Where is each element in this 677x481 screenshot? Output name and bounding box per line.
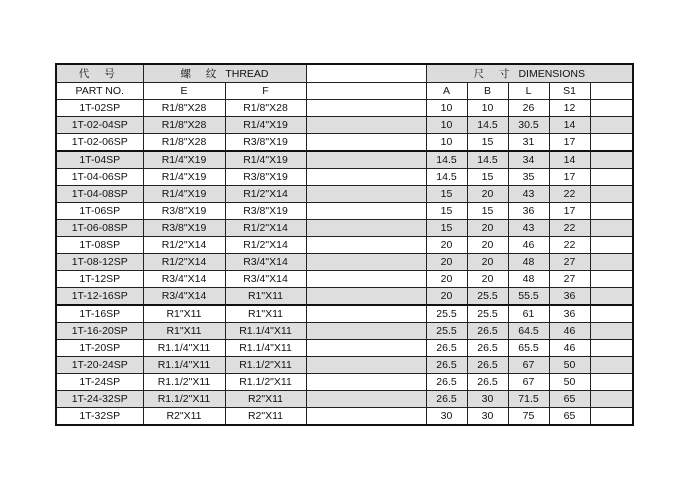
spec-table	[55, 63, 634, 426]
dim-l-cell: 64.5	[508, 323, 549, 340]
header-row-2	[56, 83, 633, 100]
blank-cell	[590, 134, 633, 152]
dim-b-cell: 26.5	[467, 374, 508, 391]
blank-cell	[590, 186, 633, 203]
dim-s1-cell: 65	[549, 391, 590, 408]
blank-cell	[590, 374, 633, 391]
dim-l-cell: 67	[508, 374, 549, 391]
dims-header	[426, 64, 633, 83]
dim-a-cell: 26.5	[426, 357, 467, 374]
col-e-header: E	[143, 83, 225, 100]
blank-cell	[590, 169, 633, 186]
part-no-cell: 1T-24-32SP	[56, 391, 143, 408]
table-row	[56, 169, 633, 186]
blank-cell	[590, 237, 633, 254]
dim-a-cell: 26.5	[426, 391, 467, 408]
thread-f-cell: R1/2"X14	[225, 220, 306, 237]
table-row	[56, 203, 633, 220]
thread-f-cell: R3/8"X19	[225, 169, 306, 186]
dim-b-cell: 10	[467, 100, 508, 117]
dim-s1-cell: 17	[549, 169, 590, 186]
dim-s1-cell: 46	[549, 323, 590, 340]
dim-a-cell: 10	[426, 117, 467, 134]
part-no-header: PART NO.	[56, 83, 143, 100]
blank-cell	[590, 357, 633, 374]
part-no-cell: 1T-16SP	[56, 305, 143, 323]
dim-b-cell: 25.5	[467, 288, 508, 306]
thread-f-cell: R1.1/4"X11	[225, 323, 306, 340]
thread-e-cell: R1.1/4"X11	[143, 357, 225, 374]
dim-a-cell: 25.5	[426, 323, 467, 340]
table-row	[56, 323, 633, 340]
dim-s1-cell: 17	[549, 134, 590, 152]
thread-e-cell: R3/4"X14	[143, 288, 225, 306]
table-row	[56, 271, 633, 288]
blank-cell	[306, 220, 426, 237]
table-body	[56, 64, 633, 425]
dim-l-cell: 36	[508, 203, 549, 220]
table-row	[56, 254, 633, 271]
dim-b-cell: 20	[467, 237, 508, 254]
dim-b-cell: 20	[467, 186, 508, 203]
blank-cell	[306, 374, 426, 391]
thread-f-cell: R1.1/4"X11	[225, 340, 306, 357]
blank-cell	[306, 288, 426, 306]
blank-cell	[306, 305, 426, 323]
dim-b-cell: 15	[467, 134, 508, 152]
thread-e-cell: R1.1/2"X11	[143, 374, 225, 391]
dim-l-cell: 48	[508, 254, 549, 271]
col-b-header: B	[467, 83, 508, 100]
dim-a-cell: 10	[426, 100, 467, 117]
blank-cell	[590, 391, 633, 408]
thread-f-cell: R2"X11	[225, 408, 306, 426]
dim-s1-cell: 27	[549, 254, 590, 271]
part-no-cell: 1T-04SP	[56, 151, 143, 169]
blank-cell	[306, 117, 426, 134]
table-row	[56, 151, 633, 169]
blank-cell	[590, 408, 633, 426]
part-no-cell: 1T-20-24SP	[56, 357, 143, 374]
table-row	[56, 340, 633, 357]
blank-cell	[590, 117, 633, 134]
thread-f-cell: R1.1/2"X11	[225, 374, 306, 391]
blank-cell	[590, 288, 633, 306]
part-no-cell: 1T-02-06SP	[56, 134, 143, 152]
blank-cell	[306, 100, 426, 117]
blank-header-cell	[306, 64, 426, 83]
dim-l-cell: 75	[508, 408, 549, 426]
blank-cell	[306, 169, 426, 186]
thread-e-cell: R3/4"X14	[143, 271, 225, 288]
dim-a-cell: 14.5	[426, 169, 467, 186]
part-no-cell: 1T-02-04SP	[56, 117, 143, 134]
blank-cell	[306, 254, 426, 271]
dim-s1-cell: 22	[549, 186, 590, 203]
part-no-cell: 1T-12SP	[56, 271, 143, 288]
thread-f-cell: R1"X11	[225, 305, 306, 323]
dim-s1-cell: 36	[549, 288, 590, 306]
part-no-cell: 1T-06-08SP	[56, 220, 143, 237]
dim-b-cell: 20	[467, 271, 508, 288]
code-header-cn-text: 代 号	[78, 67, 121, 80]
blank-cell	[306, 323, 426, 340]
part-no-cell: 1T-04-06SP	[56, 169, 143, 186]
part-no-cell: 1T-08SP	[56, 237, 143, 254]
dim-a-cell: 15	[426, 186, 467, 203]
dim-s1-cell: 17	[549, 203, 590, 220]
blank-cell	[306, 151, 426, 169]
thread-f-cell: R2"X11	[225, 391, 306, 408]
dim-a-cell: 20	[426, 254, 467, 271]
blank-cell	[306, 186, 426, 203]
dim-b-cell: 15	[467, 203, 508, 220]
dim-b-cell: 15	[467, 169, 508, 186]
dim-s1-cell: 27	[549, 271, 590, 288]
dim-l-cell: 46	[508, 237, 549, 254]
blank-cell	[306, 357, 426, 374]
dim-l-cell: 65.5	[508, 340, 549, 357]
thread-f-cell: R3/8"X19	[225, 203, 306, 220]
dim-s1-cell: 50	[549, 357, 590, 374]
dim-a-cell: 20	[426, 271, 467, 288]
part-no-cell: 1T-12-16SP	[56, 288, 143, 306]
table-row	[56, 186, 633, 203]
dim-a-cell: 20	[426, 288, 467, 306]
blank-cell	[590, 340, 633, 357]
blank-cell	[590, 254, 633, 271]
blank-cell	[306, 340, 426, 357]
dim-a-cell: 14.5	[426, 151, 467, 169]
part-no-cell: 1T-02SP	[56, 100, 143, 117]
dim-l-cell: 31	[508, 134, 549, 152]
dim-s1-cell: 22	[549, 220, 590, 237]
dim-l-cell: 48	[508, 271, 549, 288]
dim-b-cell: 30	[467, 391, 508, 408]
dim-b-cell: 26.5	[467, 323, 508, 340]
blank-header-cell	[306, 83, 426, 100]
dims-header-en: DIMENSIONS	[518, 67, 585, 80]
table-row	[56, 237, 633, 254]
col-a-header: A	[426, 83, 467, 100]
table-row	[56, 374, 633, 391]
blank-cell	[590, 100, 633, 117]
blank-cell	[306, 408, 426, 426]
part-no-cell: 1T-24SP	[56, 374, 143, 391]
table-row	[56, 134, 633, 152]
thread-f-cell: R1"X11	[225, 288, 306, 306]
part-no-cell: 1T-16-20SP	[56, 323, 143, 340]
dim-s1-cell: 12	[549, 100, 590, 117]
thread-e-cell: R1/2"X14	[143, 254, 225, 271]
table-row	[56, 408, 633, 426]
thread-e-cell: R3/8"X19	[143, 220, 225, 237]
blank-cell	[306, 134, 426, 152]
table-row	[56, 357, 633, 374]
thread-f-cell: R3/4"X14	[225, 271, 306, 288]
thread-e-cell: R1/4"X19	[143, 186, 225, 203]
dim-b-cell: 25.5	[467, 305, 508, 323]
code-header-cn	[56, 64, 143, 83]
blank-cell	[590, 271, 633, 288]
table-row	[56, 220, 633, 237]
dim-s1-cell: 65	[549, 408, 590, 426]
thread-e-cell: R1"X11	[143, 323, 225, 340]
thread-f-cell: R1/8"X28	[225, 100, 306, 117]
blank-cell	[590, 323, 633, 340]
dim-b-cell: 14.5	[467, 151, 508, 169]
thread-f-cell: R3/4"X14	[225, 254, 306, 271]
thread-f-cell: R3/8"X19	[225, 134, 306, 152]
blank-cell	[306, 271, 426, 288]
dim-l-cell: 26	[508, 100, 549, 117]
blank-cell	[306, 391, 426, 408]
blank-cell	[590, 151, 633, 169]
table-row	[56, 391, 633, 408]
dim-a-cell: 26.5	[426, 340, 467, 357]
thread-e-cell: R1"X11	[143, 305, 225, 323]
dim-a-cell: 10	[426, 134, 467, 152]
thread-header-cn: 螺 纹	[180, 67, 223, 80]
dims-header-cn: 尺 寸	[473, 67, 516, 80]
dim-l-cell: 67	[508, 357, 549, 374]
part-no-cell: 1T-04-08SP	[56, 186, 143, 203]
dim-s1-cell: 46	[549, 340, 590, 357]
dim-b-cell: 14.5	[467, 117, 508, 134]
col-s1-header: S1	[549, 83, 590, 100]
table-row	[56, 117, 633, 134]
thread-f-cell: R1/4"X19	[225, 151, 306, 169]
thread-e-cell: R1/4"X19	[143, 169, 225, 186]
dim-l-cell: 43	[508, 220, 549, 237]
thread-e-cell: R1/2"X14	[143, 237, 225, 254]
dim-l-cell: 35	[508, 169, 549, 186]
thread-e-cell: R2"X11	[143, 408, 225, 426]
thread-f-cell: R1/4"X19	[225, 117, 306, 134]
blank-cell	[590, 220, 633, 237]
dim-s1-cell: 22	[549, 237, 590, 254]
dim-s1-cell: 50	[549, 374, 590, 391]
dim-b-cell: 26.5	[467, 357, 508, 374]
blank-cell	[306, 203, 426, 220]
blank-header-cell	[590, 83, 633, 100]
thread-e-cell: R3/8"X19	[143, 203, 225, 220]
dim-a-cell: 20	[426, 237, 467, 254]
dim-b-cell: 20	[467, 220, 508, 237]
part-no-cell: 1T-08-12SP	[56, 254, 143, 271]
thread-e-cell: R1/8"X28	[143, 117, 225, 134]
dim-l-cell: 34	[508, 151, 549, 169]
blank-cell	[590, 203, 633, 220]
dim-l-cell: 43	[508, 186, 549, 203]
thread-header-en: THREAD	[225, 67, 269, 80]
thread-e-cell: R1/4"X19	[143, 151, 225, 169]
thread-e-cell: R1.1/4"X11	[143, 340, 225, 357]
blank-cell	[306, 237, 426, 254]
part-no-cell: 1T-06SP	[56, 203, 143, 220]
table-row	[56, 305, 633, 323]
dim-s1-cell: 36	[549, 305, 590, 323]
dim-l-cell: 55.5	[508, 288, 549, 306]
thread-e-cell: R1.1/2"X11	[143, 391, 225, 408]
thread-f-cell: R1/2"X14	[225, 237, 306, 254]
col-l-header: L	[508, 83, 549, 100]
dim-a-cell: 15	[426, 203, 467, 220]
table-row	[56, 100, 633, 117]
dim-b-cell: 26.5	[467, 340, 508, 357]
dim-l-cell: 30.5	[508, 117, 549, 134]
thread-e-cell: R1/8"X28	[143, 134, 225, 152]
dim-l-cell: 61	[508, 305, 549, 323]
dim-b-cell: 30	[467, 408, 508, 426]
dim-b-cell: 20	[467, 254, 508, 271]
part-no-cell: 1T-32SP	[56, 408, 143, 426]
col-f-header: F	[225, 83, 306, 100]
thread-header	[143, 64, 306, 83]
thread-f-cell: R1/2"X14	[225, 186, 306, 203]
dim-a-cell: 15	[426, 220, 467, 237]
header-row-1	[56, 64, 633, 83]
table-row	[56, 288, 633, 306]
dim-a-cell: 26.5	[426, 374, 467, 391]
blank-cell	[590, 305, 633, 323]
dim-a-cell: 30	[426, 408, 467, 426]
dim-l-cell: 71.5	[508, 391, 549, 408]
dim-a-cell: 25.5	[426, 305, 467, 323]
dim-s1-cell: 14	[549, 117, 590, 134]
thread-e-cell: R1/8"X28	[143, 100, 225, 117]
dim-s1-cell: 14	[549, 151, 590, 169]
part-no-cell: 1T-20SP	[56, 340, 143, 357]
thread-f-cell: R1.1/2"X11	[225, 357, 306, 374]
